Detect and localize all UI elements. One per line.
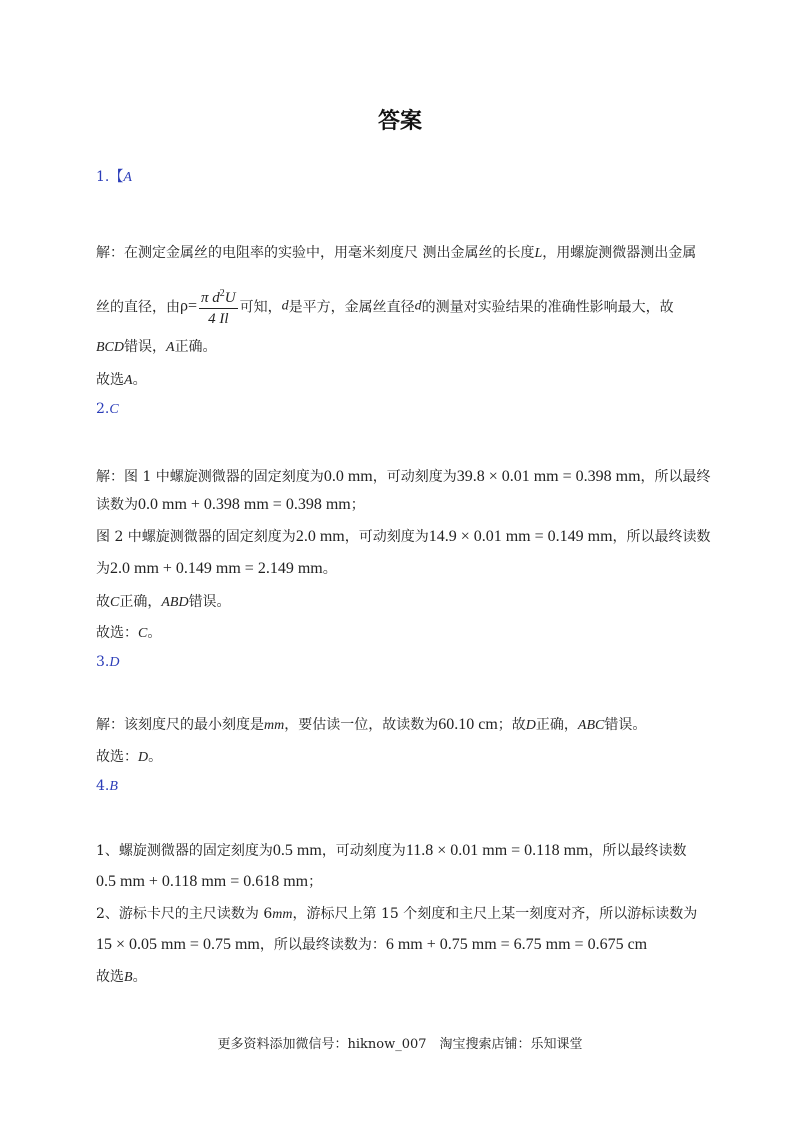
text: 故选： xyxy=(96,749,138,765)
math: 0.5 mm + 0.118 mm = 0.618 mm xyxy=(96,873,309,890)
text: 错误。 xyxy=(604,717,647,733)
var: C xyxy=(110,595,120,610)
text: 。 xyxy=(132,372,147,388)
var: D xyxy=(525,718,536,733)
text: ； xyxy=(350,497,365,513)
var: D xyxy=(138,750,149,765)
frac-den: 4 Il xyxy=(208,311,229,327)
var-bcd: BCD xyxy=(96,340,124,355)
math: 11.8 × 0.01 mm = 0.118 mm xyxy=(405,842,589,859)
text: 正确， xyxy=(119,594,162,610)
text: 读数为 xyxy=(96,497,138,513)
text: ，要估读一位，故读数为 xyxy=(284,717,439,733)
q1-number: 1. xyxy=(96,169,110,185)
q1-choose xyxy=(96,369,147,389)
q2-choice: C xyxy=(109,402,119,417)
q2-line-4 xyxy=(96,558,337,578)
q1-solution-line-3 xyxy=(96,336,217,356)
text: 故选 xyxy=(96,969,124,985)
q4-line-1 xyxy=(96,840,686,860)
q2-answer xyxy=(96,401,119,418)
q2-line-2 xyxy=(96,494,365,514)
text: 解：图 1 中螺旋测微器的固定刻度为 xyxy=(96,469,324,485)
math: 0.0 mm + 0.398 mm = 0.398 mm xyxy=(138,496,351,513)
q4-answer xyxy=(96,778,118,795)
q4-choice: B xyxy=(109,779,118,794)
frac-num: π d xyxy=(201,290,220,306)
text: 错误。 xyxy=(188,594,231,610)
var: mm xyxy=(272,907,293,922)
math: 15 × 0.05 mm = 0.75 mm xyxy=(96,936,260,953)
frac-sup: 2 xyxy=(219,288,225,299)
text: 故 xyxy=(96,594,110,610)
text: 正确。 xyxy=(174,339,217,355)
text: ，可动刻度为 xyxy=(321,843,406,859)
q2-line-3 xyxy=(96,526,711,546)
text: ； xyxy=(308,874,323,890)
text: 解：该刻度尺的最小刻度是 xyxy=(96,717,264,733)
text: 。 xyxy=(322,561,337,577)
q2-number: 2. xyxy=(96,401,110,417)
text: ；故 xyxy=(497,717,526,733)
q4-number: 4. xyxy=(96,778,110,794)
text: ，所以最终读数 xyxy=(588,843,687,859)
text: 故选： xyxy=(96,625,138,641)
text: 。 xyxy=(132,969,147,985)
q1-solution-line-2 xyxy=(96,284,674,329)
text: 可知， xyxy=(239,299,282,316)
var: C xyxy=(138,626,148,641)
q2-line-6 xyxy=(96,622,161,642)
resistivity-fraction xyxy=(199,284,238,329)
var-d: d xyxy=(414,298,422,314)
var-d: d xyxy=(281,298,289,314)
text: ，可动刻度为 xyxy=(344,529,429,545)
var: ABD xyxy=(161,595,189,610)
q1-solution-line-1 xyxy=(96,242,696,262)
text: 错误， xyxy=(124,339,166,355)
text: 正确， xyxy=(535,717,578,733)
math: 14.9 × 0.01 mm = 0.149 mm xyxy=(428,528,613,545)
math: 0.0 mm xyxy=(323,468,373,485)
text: 丝的直径，由 xyxy=(96,299,180,316)
text: 1、螺旋测微器的固定刻度为 xyxy=(96,843,273,859)
text: ，所以最终读数 xyxy=(612,529,711,545)
math: 0.5 mm xyxy=(272,842,322,859)
math: 2.0 mm + 0.149 mm = 2.149 mm xyxy=(110,560,323,577)
q3-line-2 xyxy=(96,746,162,766)
text: 。 xyxy=(148,749,163,765)
text: ，可动刻度为 xyxy=(372,469,457,485)
rho-equals: ρ= xyxy=(180,297,198,315)
q3-number: 3. xyxy=(96,654,110,670)
q3-line-1 xyxy=(96,714,646,734)
text: 图 2 中螺旋测微器的固定刻度为 xyxy=(96,529,296,545)
q1-bracket: 【 xyxy=(109,169,124,185)
q4-line-3 xyxy=(96,903,697,923)
math: 2.0 mm xyxy=(295,528,345,545)
var: ABC xyxy=(577,718,605,733)
text: 。 xyxy=(147,625,162,641)
math: 6 mm + 0.75 mm = 6.75 mm = 0.675 cm xyxy=(385,936,648,953)
var-a: A xyxy=(166,340,175,355)
q3-choice: D xyxy=(109,655,120,670)
q4-line-4 xyxy=(96,934,647,954)
q1-answer xyxy=(96,166,132,186)
math: 60.10 cm xyxy=(438,716,498,733)
text: 故选 xyxy=(96,372,124,388)
text: 是平方，金属丝直径 xyxy=(288,299,415,316)
text: 的测量对实验结果的准确性影响最大，故 xyxy=(421,299,674,316)
q1-choice: A xyxy=(123,170,132,185)
math: 39.8 × 0.01 mm = 0.398 mm xyxy=(456,468,641,485)
var-a: A xyxy=(124,373,133,388)
q4-line-2 xyxy=(96,871,322,891)
text: 为 xyxy=(96,561,110,577)
text: ，游标尺上第 15 个刻度和主尺上某一刻度对齐，所以游标读数为 xyxy=(292,906,698,922)
text: ，用螺旋测微器测出金属 xyxy=(542,245,697,261)
text: 解：在测定金属丝的电阻率的实验中，用毫米刻度尺 测出金属丝的长度 xyxy=(96,245,535,261)
var: B xyxy=(124,970,133,985)
q2-line-1 xyxy=(96,466,711,486)
q4-line-5 xyxy=(96,966,147,986)
text: ，所以最终 xyxy=(640,469,711,485)
text: 2、游标卡尺的主尺读数为 6 xyxy=(96,906,273,922)
page-footer: 更多资料添加微信号：hiknow_007 淘宝搜索店铺：乐知课堂 xyxy=(217,1037,583,1052)
q3-answer xyxy=(96,654,119,671)
page-title: 答案 xyxy=(377,108,422,134)
var: mm xyxy=(264,718,285,733)
frac-num-end: U xyxy=(224,290,236,306)
text: ，所以最终读数为： xyxy=(259,937,386,953)
q2-line-5 xyxy=(96,591,231,611)
var-L: L xyxy=(534,246,543,261)
